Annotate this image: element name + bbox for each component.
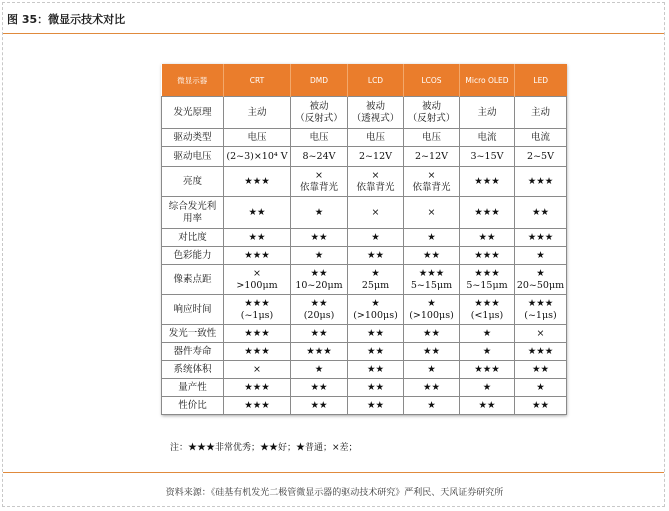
table-row [162, 379, 567, 397]
table-cell: ★★ [460, 229, 515, 247]
table-cell: ★ [291, 197, 348, 229]
row-label: 系统体积 [162, 361, 224, 379]
row-label: 驱动电压 [162, 147, 224, 167]
table-cell: ★ [404, 361, 460, 379]
header-cell: DMD [291, 64, 348, 97]
figure-title: 图 35：微显示技术对比 [7, 13, 126, 26]
row-label: 性价比 [162, 397, 224, 415]
row-label: 对比度 [162, 229, 224, 247]
table-cell: ★★★ [460, 361, 515, 379]
table-cell: ★★★ [224, 397, 291, 415]
table-cell: ★★ [515, 397, 567, 415]
table-cell: ★★ [348, 325, 404, 343]
table-row [162, 97, 567, 129]
table-row [162, 343, 567, 361]
table-cell: × [348, 197, 404, 229]
table-cell: ★★★ [460, 167, 515, 197]
table-row [162, 147, 567, 167]
row-label: 发光一致性 [162, 325, 224, 343]
table-cell: ★★★ [224, 343, 291, 361]
table-cell: ★★ [224, 197, 291, 229]
table-cell: ★★★ [224, 379, 291, 397]
table-cell: ★★ [515, 197, 567, 229]
table-cell: × >100μm [224, 265, 291, 295]
source-text: 资料来源：《硅基有机发光二极管微显示器的驱动技术研究》严利民、天风证券研究所 [165, 488, 504, 498]
table-cell: ★★ [460, 397, 515, 415]
table-header-row [162, 64, 567, 97]
table-cell: ★★ [404, 379, 460, 397]
table-cell: ★★★ [224, 325, 291, 343]
table-cell: ★ [404, 397, 460, 415]
table-row [162, 265, 567, 295]
table-cell: 主动 [224, 97, 291, 129]
table-cell: ★ [460, 325, 515, 343]
table-row [162, 247, 567, 265]
table-row [162, 295, 567, 325]
table-cell: ★★★ [460, 247, 515, 265]
table-cell: ★★★ [515, 167, 567, 197]
table-cell: ★★ [515, 361, 567, 379]
row-label: 响应时间 [162, 295, 224, 325]
table-cell: ★★★ (<1μs) [460, 295, 515, 325]
header-cell: 微显示器 [162, 64, 224, 97]
table-row [162, 229, 567, 247]
row-label: 发光原理 [162, 97, 224, 129]
table-cell: 电压 [404, 129, 460, 147]
header-cell: LCOS [404, 64, 460, 97]
table-cell: ★★ [404, 343, 460, 361]
row-label: 综合发光利 用率 [162, 197, 224, 229]
table-row [162, 397, 567, 415]
table-cell: ★★★ [224, 167, 291, 197]
table-cell: ★ [404, 229, 460, 247]
table-cell: ★★★ (~1μs) [515, 295, 567, 325]
table-cell: 被动 （反射式） [404, 97, 460, 129]
table-cell: ★★★ [224, 247, 291, 265]
table-cell: × 依靠背光 [291, 167, 348, 197]
table-cell: ★★ [348, 343, 404, 361]
table-row [162, 325, 567, 343]
table-cell: ★ 20~50μm [515, 265, 567, 295]
table-note: 注：★★★非常优秀；★★好；★普通；×差； [170, 443, 358, 453]
header-cell: LED [515, 64, 567, 97]
header-cell: LCD [348, 64, 404, 97]
table-cell: ★★ [404, 247, 460, 265]
table-cell: ★★ [291, 229, 348, 247]
table-cell: ★★★ [515, 343, 567, 361]
row-label: 量产性 [162, 379, 224, 397]
table-cell: 被动 （透视式） [348, 97, 404, 129]
table-cell: ★★★ [460, 197, 515, 229]
table-cell: 2~12V [348, 147, 404, 167]
table-cell: 被动 （反射式） [291, 97, 348, 129]
table-cell: ★★ [291, 379, 348, 397]
table-cell: ★ (>100μs) [348, 295, 404, 325]
table-cell: ★ [291, 247, 348, 265]
header-cell: Micro OLED [460, 64, 515, 97]
table-cell: ★★ [224, 229, 291, 247]
table-cell: ★ [460, 379, 515, 397]
row-label: 驱动类型 [162, 129, 224, 147]
table-cell: (2~3)×10⁴ V [224, 147, 291, 167]
table-cell: × [404, 197, 460, 229]
table-cell: ★★★ 5~15μm [460, 265, 515, 295]
table-cell: ★★★ 5~15μm [404, 265, 460, 295]
table-cell: ★ [515, 247, 567, 265]
table-cell: ★★ [348, 397, 404, 415]
row-label: 像素点距 [162, 265, 224, 295]
table-cell: ★★ (20μs) [291, 295, 348, 325]
table-cell: 2~5V [515, 147, 567, 167]
table-cell: 电压 [291, 129, 348, 147]
table-cell: ★ [515, 379, 567, 397]
table-cell: 电压 [348, 129, 404, 147]
table-row [162, 129, 567, 147]
table-cell: × [224, 361, 291, 379]
bottom-rule [3, 472, 664, 473]
table-cell: 电流 [515, 129, 567, 147]
table-cell: ★★★ [291, 343, 348, 361]
table-cell: ★★ 10~20μm [291, 265, 348, 295]
row-label: 器件寿命 [162, 343, 224, 361]
table-cell: ★ [348, 229, 404, 247]
table-cell: ★★ [291, 397, 348, 415]
table-cell: ★★★ [515, 229, 567, 247]
table-cell: 3~15V [460, 147, 515, 167]
table-cell: 2~12V [404, 147, 460, 167]
comparison-table-wrapper [161, 64, 566, 415]
row-label: 亮度 [162, 167, 224, 197]
table-cell: × 依靠背光 [404, 167, 460, 197]
table-cell: ★ 25μm [348, 265, 404, 295]
table-cell: 主动 [460, 97, 515, 129]
table-cell: 电压 [224, 129, 291, 147]
table-row [162, 197, 567, 229]
table-row [162, 167, 567, 197]
comparison-table [161, 64, 567, 415]
table-body [162, 97, 567, 415]
table-cell: ★★ [348, 361, 404, 379]
table-cell: ★ [460, 343, 515, 361]
table-cell: 主动 [515, 97, 567, 129]
table-cell: ★ [291, 361, 348, 379]
table-cell: × [515, 325, 567, 343]
table-cell: ★★ [404, 325, 460, 343]
table-cell: ★★ [348, 247, 404, 265]
table-cell: ★★★ (~1μs) [224, 295, 291, 325]
table-cell: 8~24V [291, 147, 348, 167]
header-cell: CRT [224, 64, 291, 97]
table-cell: ★ (>100μs) [404, 295, 460, 325]
table-cell: × 依靠背光 [348, 167, 404, 197]
table-cell: 电流 [460, 129, 515, 147]
table-row [162, 361, 567, 379]
top-rule [3, 33, 664, 34]
table-cell: ★★ [291, 325, 348, 343]
row-label: 色彩能力 [162, 247, 224, 265]
table-cell: ★★ [348, 379, 404, 397]
